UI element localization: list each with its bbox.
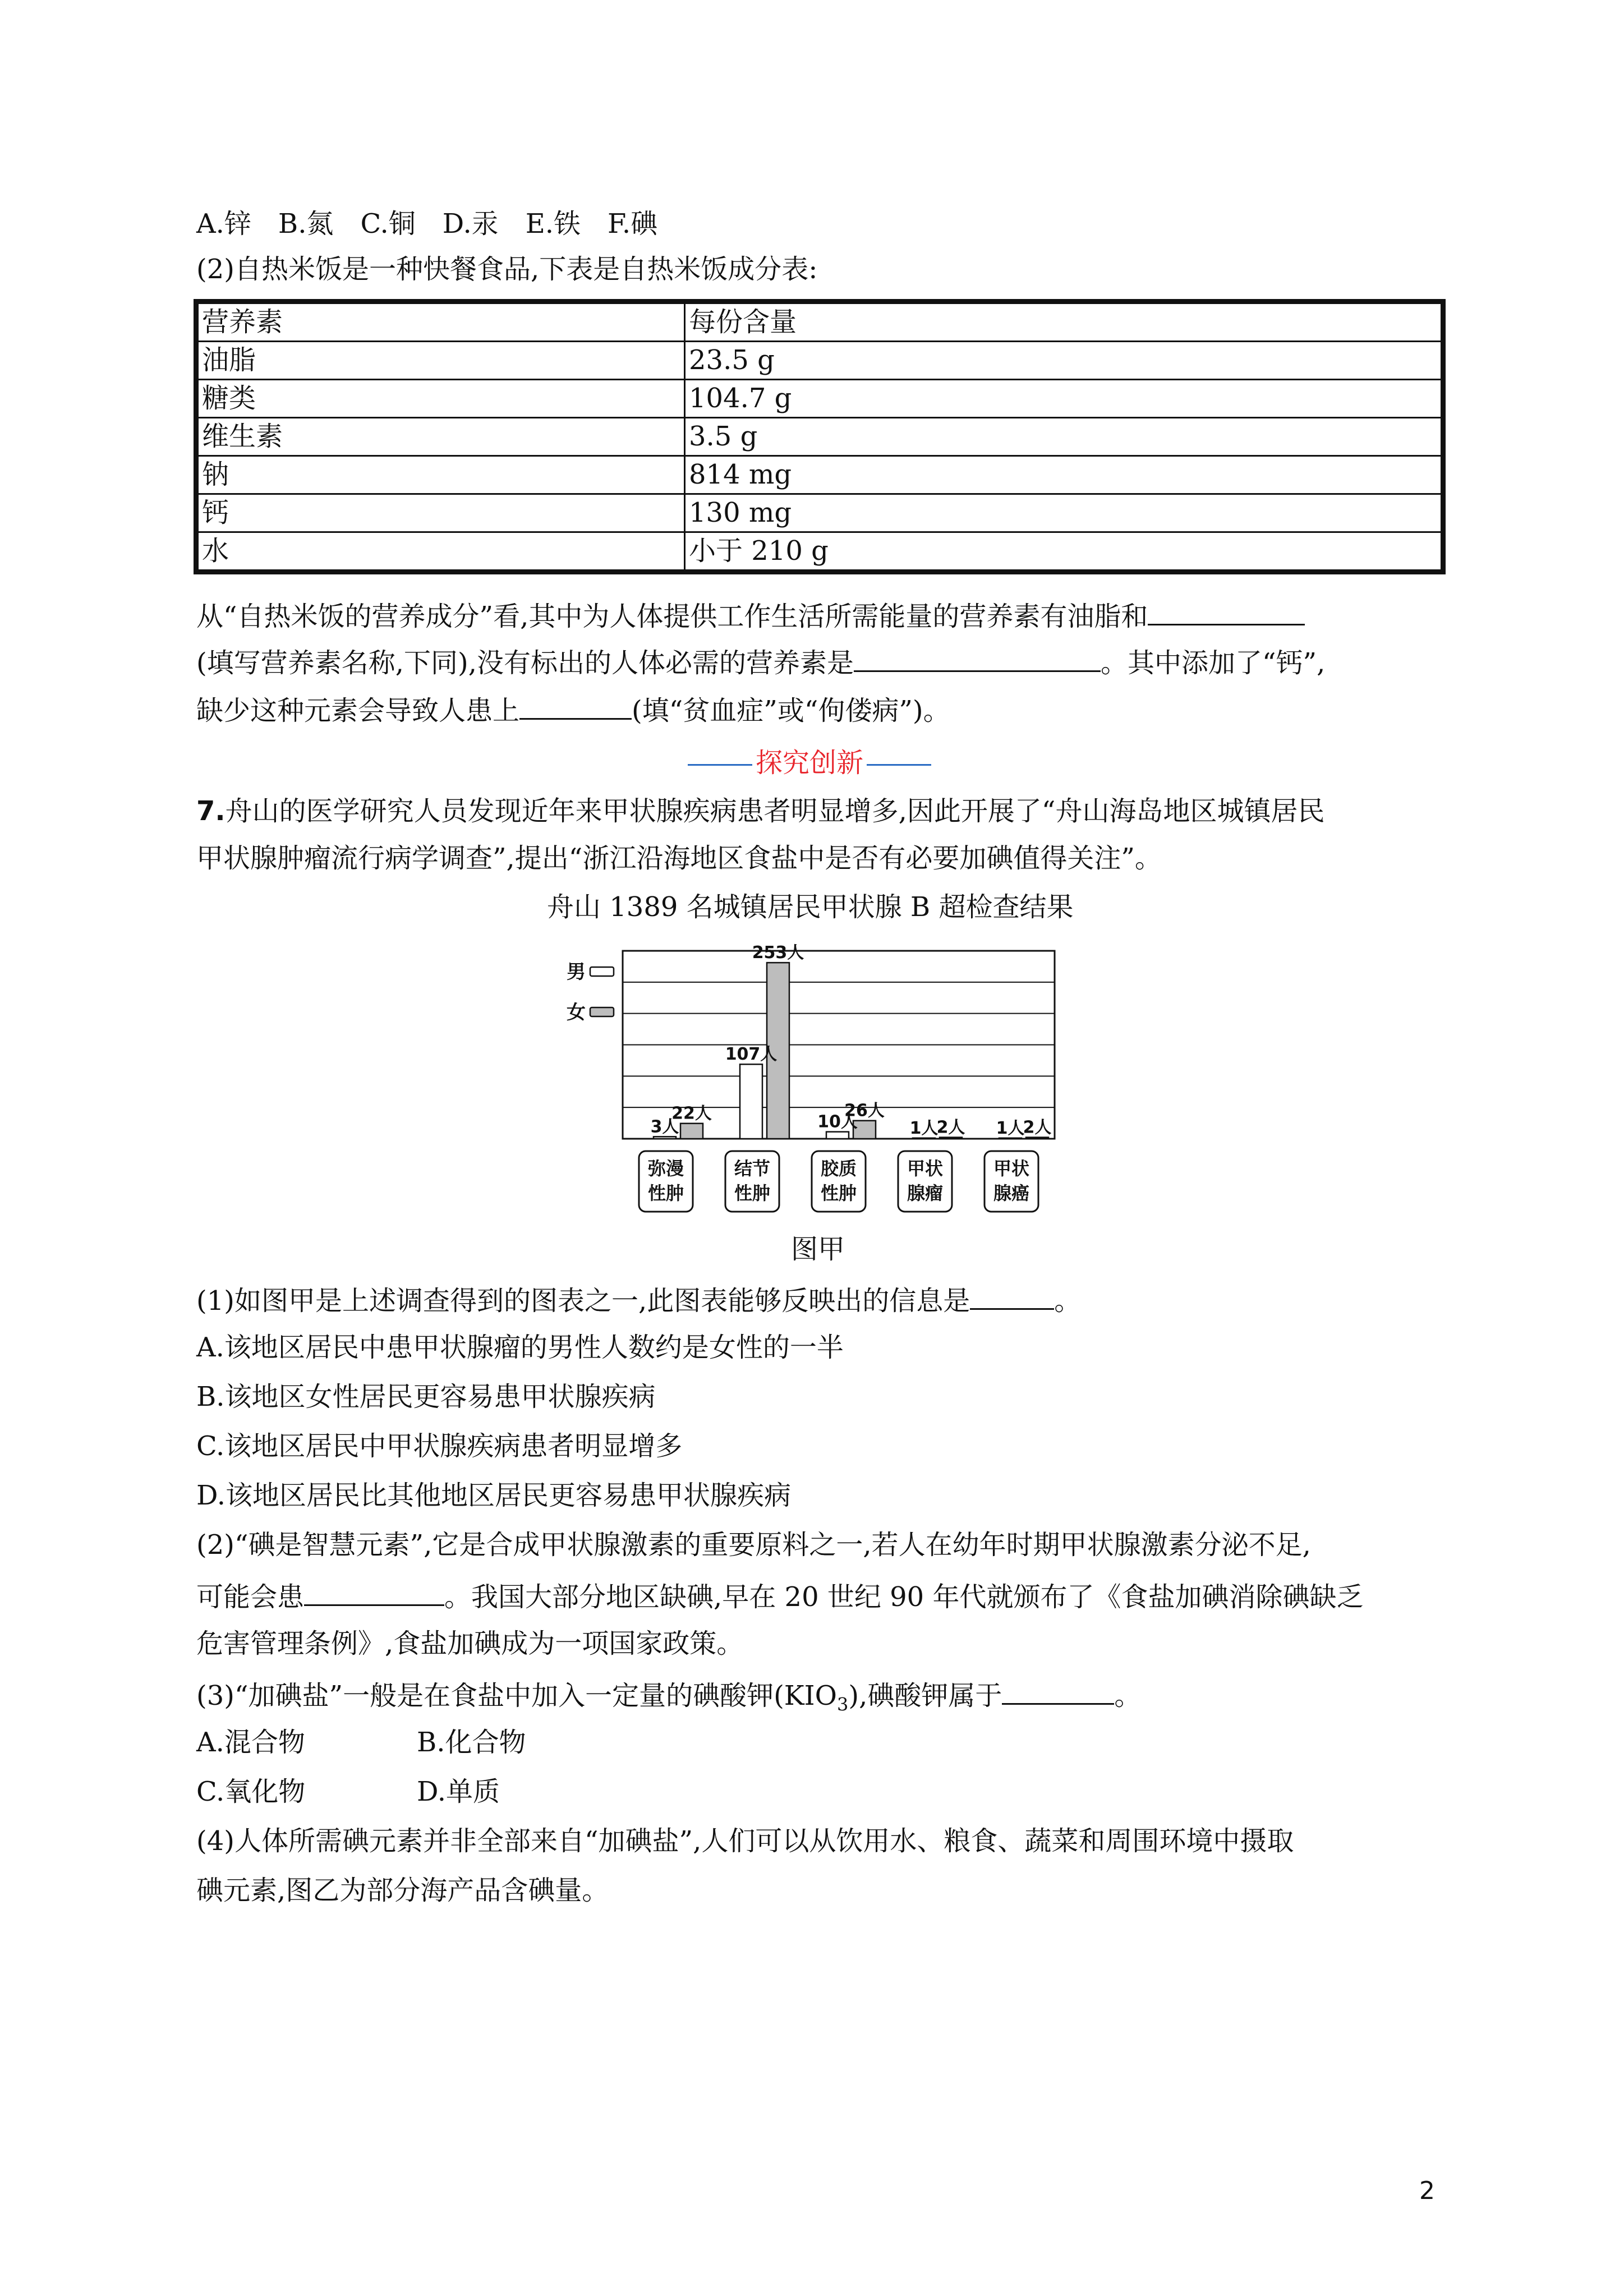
table-cell: 小于 210 g (685, 532, 1443, 572)
table-cell: 3.5 g (685, 418, 1443, 456)
data-label: 10人 (817, 1112, 858, 1132)
category-label: 弥漫 (647, 1158, 684, 1179)
option-c: C.氧化物 (196, 1776, 306, 1807)
table-row (196, 494, 1443, 532)
q7-stem-line1: 7.舟山的医学研究人员发现近年来甲状腺疾病患者明显增多,因此开展了“舟山海岛地区城镇居民 (196, 795, 1325, 827)
table-cell: 104.7 g (685, 380, 1443, 418)
figure-label: 图甲 (791, 1234, 845, 1265)
bar (680, 1124, 703, 1139)
legend-swatch (590, 967, 614, 976)
bar (940, 1138, 962, 1139)
category-label: 性肿 (734, 1182, 771, 1204)
legend-label: 男 (567, 961, 586, 983)
legend-label: 女 (567, 1001, 586, 1024)
table-row (196, 418, 1443, 456)
table-row (196, 532, 1443, 572)
data-label: 2人 (936, 1117, 965, 1138)
table-cell: 维生素 (196, 418, 685, 456)
answer-blank[interactable] (1002, 1675, 1114, 1705)
nutrition-table (194, 299, 1446, 574)
q7-part1-option-a: A.该地区居民中患甲状腺瘤的男性人数约是女性的一半 (196, 1332, 844, 1363)
table-row (196, 342, 1443, 380)
legend-swatch (590, 1007, 614, 1016)
section-rule-right (867, 764, 931, 766)
answer-blank[interactable] (519, 690, 632, 720)
data-label: 26人 (844, 1101, 885, 1121)
chart-categories (639, 1151, 1038, 1212)
q7-part4-line2: 碘元素,图乙为部分海产品含碘量。 (196, 1875, 609, 1906)
q6-part2-intro: (2)自热米饭是一种快餐食品,下表是自热米饭成分表: (196, 254, 818, 285)
table-cell: 钠 (196, 456, 685, 494)
option-b: B.化合物 (417, 1727, 526, 1758)
category-label: 胶质 (820, 1158, 857, 1179)
table-row (196, 456, 1443, 494)
table-header-cell: 营养素 (196, 302, 685, 342)
q7-part1-option-d: D.该地区居民比其他地区居民更容易患甲状腺疾病 (196, 1480, 792, 1511)
bar (740, 1064, 762, 1139)
page-number: 2 (1419, 2177, 1435, 2205)
bar (826, 1132, 849, 1139)
q7-part2-line1: (2)“碘是智慧元素”,它是合成甲状腺激素的重要原料之一,若人在幼年时期甲状腺激素分泌不足, (196, 1529, 1311, 1561)
q7-part4-line1: (4)人体所需碘元素并非全部来自“加碘盐”,人们可以从饮用水、粮食、蔬菜和周围环境中摄取 (196, 1825, 1294, 1857)
q7-part3-options-row1 (196, 1724, 526, 1760)
answer-blank[interactable] (970, 1280, 1054, 1310)
q6-text-line3: 缺少这种元素会导致人患上 (填“贫血症”或“佝偻病”)。 (196, 690, 950, 729)
q6-options: A.锌 B.氮 C.铜 D.汞 E.铁 F.碘 (196, 208, 658, 240)
data-label: 1人 (909, 1118, 938, 1138)
q7-part2-line3: 危害管理条例》,食盐加碘成为一项国家政策。 (196, 1628, 744, 1659)
data-label: 22人 (671, 1103, 712, 1124)
option-d: D.单质 (417, 1776, 500, 1807)
q6-text-line2: (填写营养素名称,下同),没有标出的人体必需的营养素是 。其中添加了“钙”, (196, 642, 1325, 681)
answer-blank[interactable] (1148, 596, 1305, 625)
data-label: 107人 (725, 1045, 778, 1065)
category-label: 性肿 (820, 1182, 857, 1204)
table-cell: 水 (196, 532, 685, 572)
data-label: 2人 (1023, 1117, 1052, 1138)
bar (999, 1138, 1022, 1139)
q7-part1-option-c: C.该地区居民中甲状腺疾病患者明显增多 (196, 1430, 683, 1462)
category-label: 腺瘤 (907, 1182, 944, 1204)
bar (654, 1137, 676, 1139)
category-label: 腺癌 (993, 1182, 1030, 1204)
section-title: 探究创新 (684, 745, 935, 781)
table-header-cell: 每份含量 (685, 302, 1443, 342)
chart-legend (567, 961, 614, 1024)
section-rule-left (688, 764, 752, 766)
table-cell: 钙 (196, 494, 685, 532)
thyroid-bar-chart (567, 942, 1071, 1217)
table-cell: 糖类 (196, 380, 685, 418)
table-cell: 油脂 (196, 342, 685, 380)
table-cell: 23.5 g (685, 342, 1443, 380)
q7-part2-line2: 可能会患 。我国大部分地区缺碘,早在 20 世纪 90 年代就颁布了《食盐加碘消除碘缺乏 (196, 1576, 1363, 1615)
data-label: 253人 (752, 943, 804, 963)
q7-part3-options-row2 (196, 1774, 500, 1810)
chart-caption: 舟山 1389 名城镇居民甲状腺 B 超检查结果 (547, 891, 1074, 923)
table-row (196, 380, 1443, 418)
answer-blank[interactable] (854, 642, 1101, 672)
category-label: 甲状 (993, 1158, 1030, 1179)
bar (1026, 1138, 1048, 1139)
category-label: 性肿 (647, 1182, 684, 1204)
q7-stem-line2: 甲状腺肿瘤流行病学调查”,提出“浙江沿海地区食盐中是否有必要加碘值得关注”。 (196, 843, 1162, 874)
option-a: A.混合物 (196, 1727, 305, 1758)
table-header-row (196, 302, 1443, 342)
q6-text-line1: 从“自热米饭的营养成分”看,其中为人体提供工作生活所需能量的营养素有油脂和 (196, 596, 1305, 634)
table-cell: 130 mg (685, 494, 1443, 532)
question-number: 7. (196, 795, 226, 827)
category-label: 甲状 (907, 1158, 944, 1179)
chart-labels (651, 943, 1052, 1138)
data-label: 3人 (650, 1117, 679, 1137)
data-label: 1人 (996, 1118, 1025, 1138)
category-label: 结节 (734, 1158, 771, 1179)
q7-part1-option-b: B.该地区女性居民更容易患甲状腺疾病 (196, 1381, 656, 1412)
table-cell: 814 mg (685, 456, 1443, 494)
q7-part3: (3)“加碘盐”一般是在食盐中加入一定量的碘酸钾$(KIO_3)$,碘酸钾属于 。 (196, 1675, 1141, 1714)
answer-blank[interactable] (304, 1576, 444, 1606)
bar (913, 1138, 935, 1139)
q7-part1: (1)如图甲是上述调查得到的图表之一,此图表能够反映出的信息是 。 (196, 1280, 1081, 1319)
